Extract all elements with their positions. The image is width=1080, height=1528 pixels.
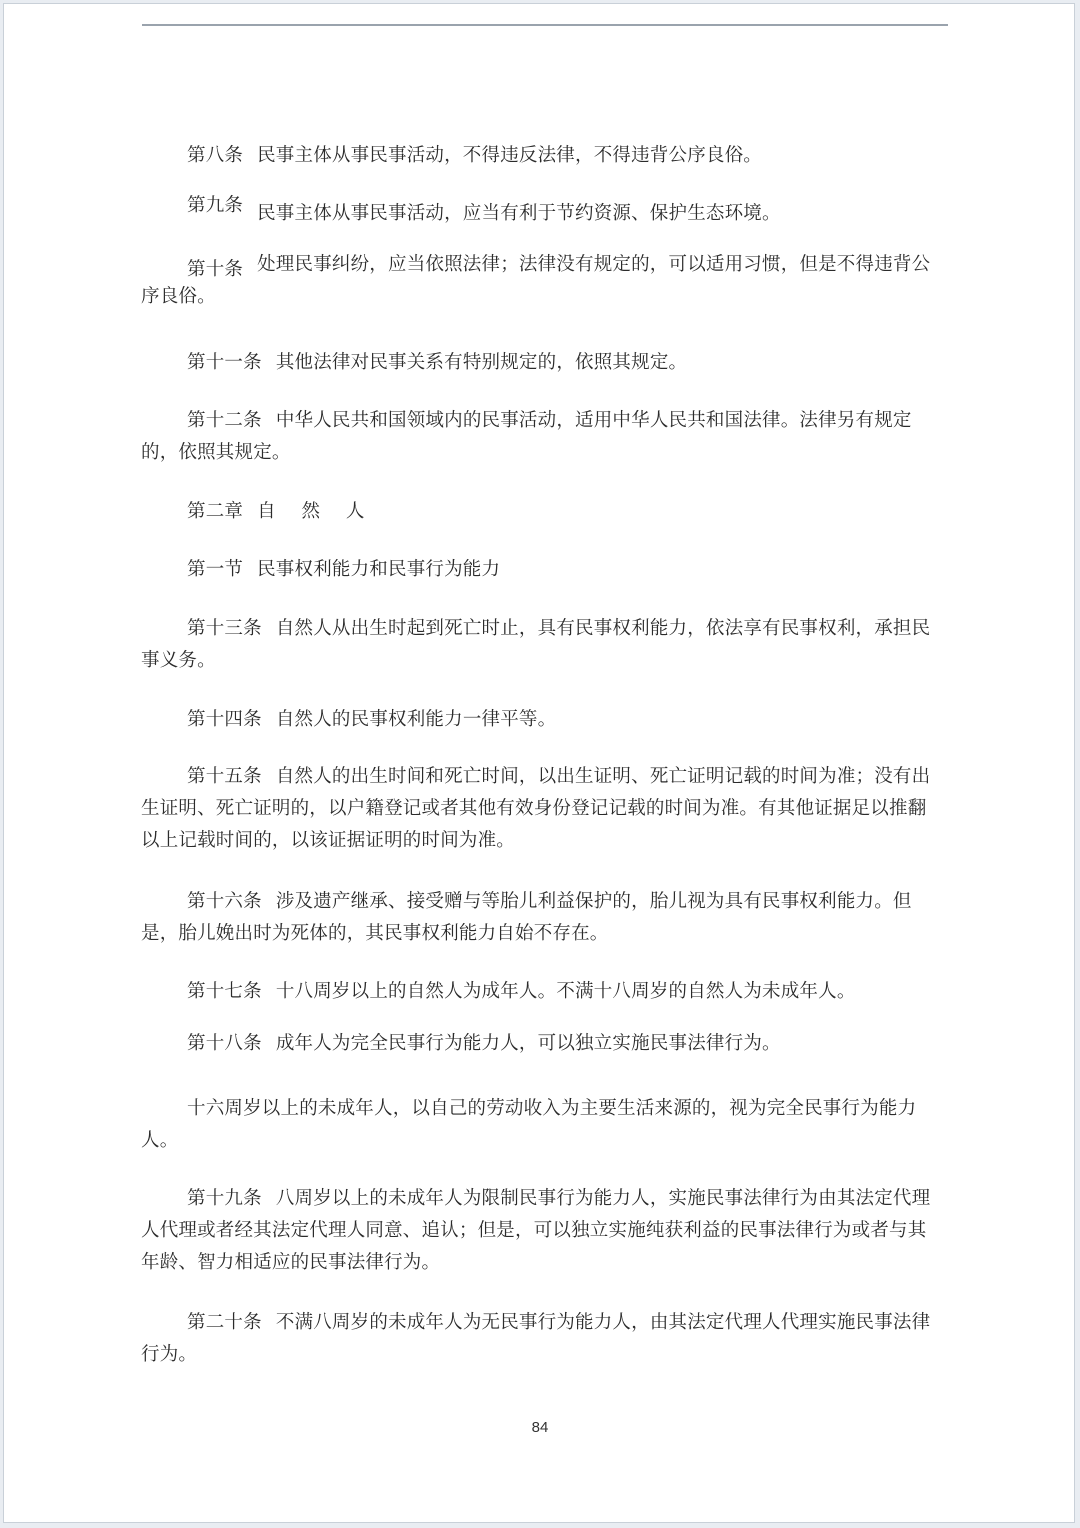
- article-number: 第十一条: [187, 352, 262, 373]
- chapter-number: 第二章: [187, 501, 244, 522]
- article-15: [141, 761, 941, 857]
- article-text: 民事主体从事民事活动，应当有利于节约资源、保护生态环境。: [257, 203, 781, 224]
- article-13: [141, 613, 941, 677]
- article-number: 第十七条: [187, 981, 262, 1002]
- section-number: 第一节: [187, 559, 244, 580]
- article-14: [141, 704, 941, 736]
- article-text: 民事主体从事民事活动，不得违反法律，不得违背公序良俗。: [257, 145, 763, 166]
- article-text: 中华人民共和国领域内的民事活动，适用中华人民共和国法律。法律另有规定的，依照其规定。: [141, 410, 912, 463]
- article-16: [141, 886, 941, 950]
- article-text: 十八周岁以上的自然人为成年人。不满十八周岁的自然人为未成年人。: [275, 981, 856, 1002]
- page-number: 84: [531, 1419, 549, 1436]
- article-number: 第十三条: [187, 618, 262, 639]
- article-number: 第十五条: [187, 766, 262, 787]
- article-text: 成年人为完全民事行为能力人，可以独立实施民事法律行为。: [275, 1033, 781, 1054]
- article-text: 自然人从出生时起到死亡时止，具有民事权利能力，依法享有民事权利，承担民事义务。: [141, 618, 931, 671]
- article-17: [141, 976, 941, 1008]
- article-number: 第八条: [187, 145, 244, 166]
- article-text: 自然人的出生时间和死亡时间，以出生证明、死亡证明记载的时间为准；没有出生证明、死亡证明的，以户籍登记或者其他有效身份登记记载的时间为准。有其他证据足以推翻以上记载时间的，以该证据证明的时间为准。: [141, 766, 931, 851]
- section-heading: [141, 554, 941, 586]
- paragraph-text: 十六周岁以上的未成年人，以自己的劳动收入为主要生活来源的，视为完全民事行为能力人。: [141, 1098, 917, 1151]
- article-text: 八周岁以上的未成年人为限制民事行为能力人，实施民事法律行为由其法定代理人代理或者经其法定代理人同意、追认；但是，可以独立实施纯获利益的民事法律行为或者与其年龄、智力相适应的民事法律行为。: [141, 1188, 931, 1273]
- article-18-paragraph-2: [141, 1093, 941, 1157]
- header-rule: [142, 24, 948, 26]
- article-text: 其他法律对民事关系有特别规定的，依照其规定。: [275, 352, 688, 373]
- article-18: [141, 1028, 941, 1060]
- article-number: 第十九条: [187, 1188, 262, 1209]
- article-number: 第二十条: [187, 1312, 262, 1333]
- article-text: 涉及遗产继承、接受赠与等胎儿利益保护的，胎儿视为具有民事权利能力。但是，胎儿娩出时为死体的，其民事权利能力自始不存在。: [141, 891, 912, 944]
- article-text: 处理民事纠纷，应当依照法律；法律没有规定的，可以适用习惯，但是不得违背公序良俗。: [141, 254, 931, 307]
- chapter-title: 自 然 人: [257, 501, 375, 522]
- article-text: 自然人的民事权利能力一律平等。: [275, 709, 557, 730]
- article-10: [141, 249, 941, 313]
- article-11: [141, 347, 941, 379]
- article-number: 第十二条: [187, 410, 262, 431]
- article-8: [141, 140, 941, 172]
- article-number: 第十四条: [187, 709, 262, 730]
- article-number: 第十八条: [187, 1033, 262, 1054]
- article-20: [141, 1307, 941, 1371]
- article-text: 不满八周岁的未成年人为无民事行为能力人，由其法定代理人代理实施民事法律行为。: [141, 1312, 931, 1365]
- article-12: [141, 405, 941, 469]
- article-9: [141, 195, 941, 230]
- article-number: 第十条: [187, 259, 244, 280]
- section-title: 民事权利能力和民事行为能力: [257, 559, 501, 580]
- article-19: [141, 1183, 941, 1279]
- chapter-heading: [141, 496, 941, 528]
- article-number: 第十六条: [187, 891, 262, 912]
- article-number: 第九条: [187, 195, 244, 216]
- document-page: [3, 3, 1075, 1523]
